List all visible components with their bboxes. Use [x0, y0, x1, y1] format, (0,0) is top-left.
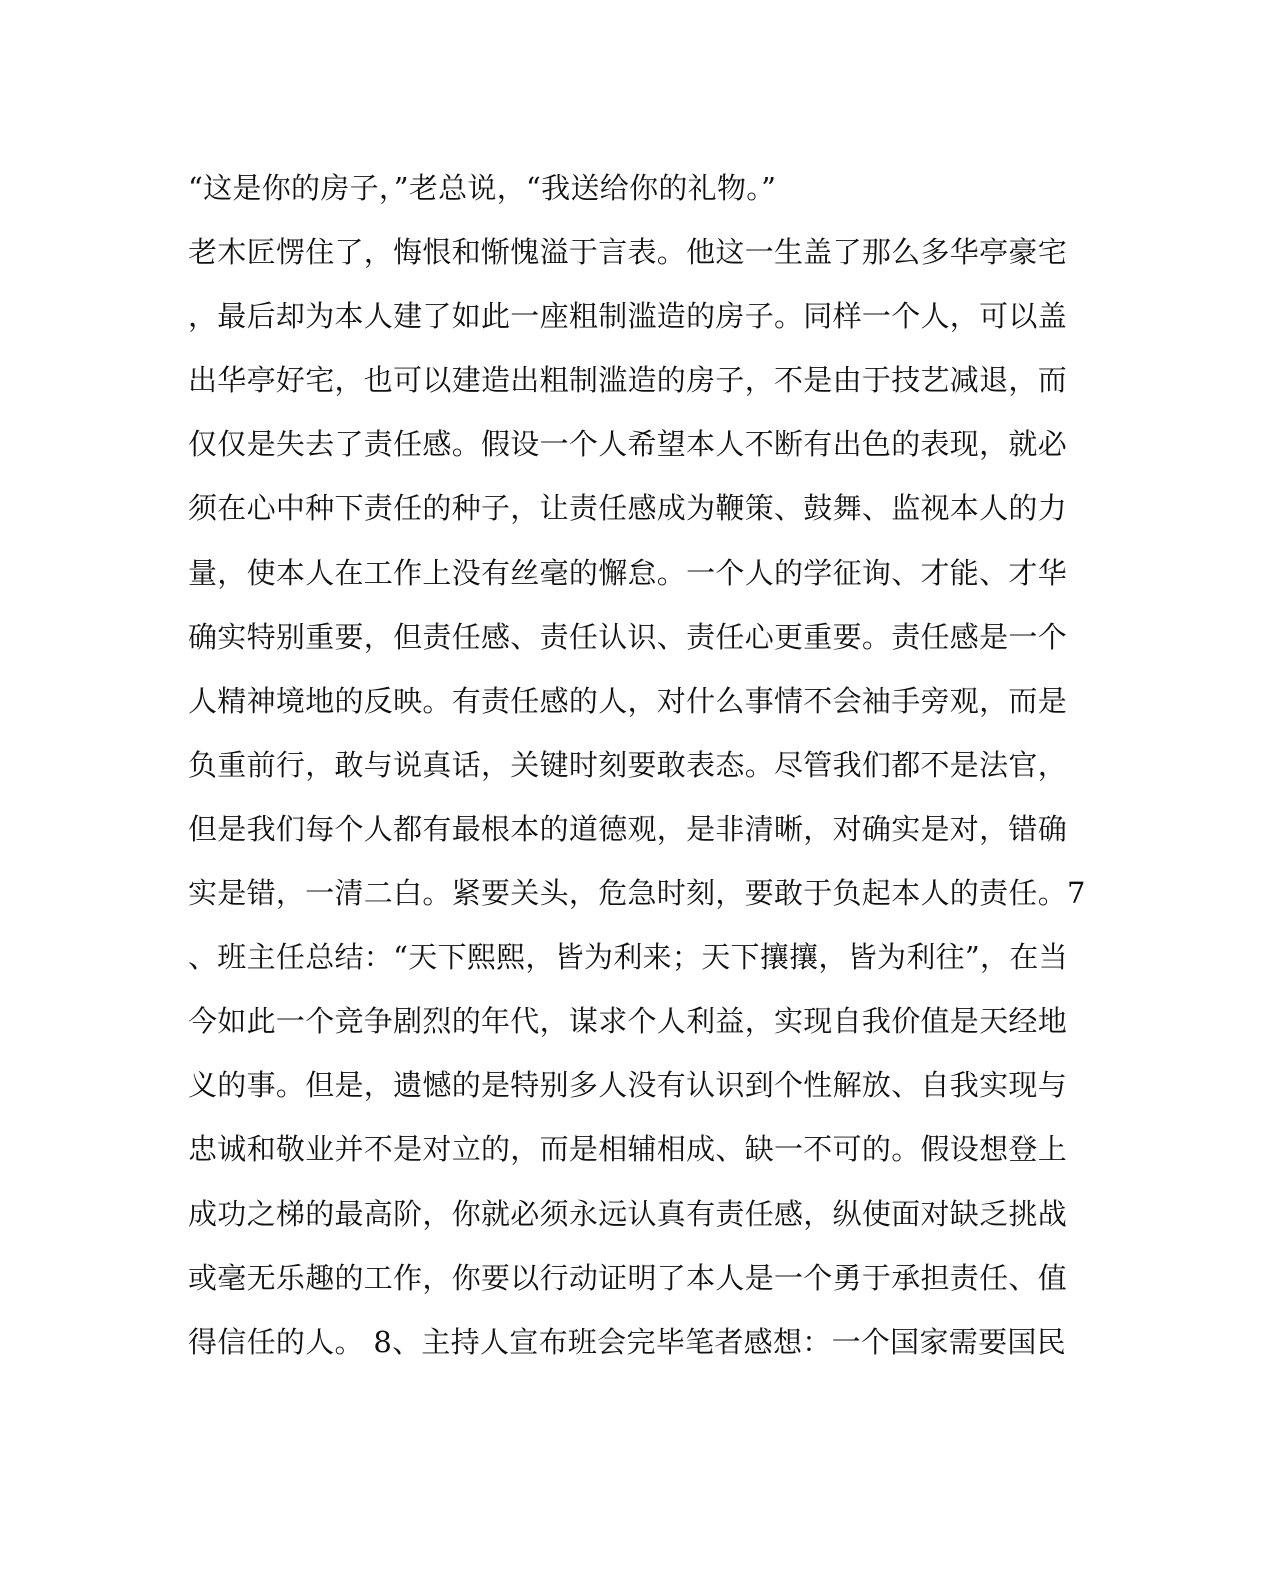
text-line: 义的事。但是，遗憾的是特别多人没有认识到个性解放、自我实现与 — [188, 1068, 1068, 1103]
text-line: 忠诚和敬业并不是对立的，而是相辅相成、缺一不可的。假设想登上 — [188, 1132, 1068, 1167]
text-line: 实是错，一清二白。紧要关头，危急时刻，要敢于负起本人的责任。7 — [188, 876, 1086, 911]
text-line: 或毫无乐趣的工作，你要以行动证明了本人是一个勇于承担责任、值 — [188, 1260, 1068, 1295]
text-line: 、班主任总结：“天下熙熙，皆为利来；天下攘攘，皆为利往”，在当 — [188, 940, 1068, 975]
text-line: 但是我们每个人都有最根本的道德观，是非清晰，对确实是对，错确 — [188, 811, 1068, 846]
text-line: 得信任的人。 8、主持人宣布班会完毕笔者感想：一个国家需要国民 — [188, 1324, 1066, 1359]
text-line: 老木匠愣住了，悔恨和惭愧溢于言表。他这一生盖了那么多华亭豪宅 — [188, 235, 1068, 270]
text-line: 成功之梯的最高阶，你就必须永远认真有责任感，纵使面对缺乏挑战 — [188, 1196, 1068, 1231]
text-line: 今如此一个竞争剧烈的年代，谋求个人利益，实现自我价值是天经地 — [188, 1004, 1068, 1039]
text-line: 仅仅是失去了责任感。假设一个人希望本人不断有出色的表现，就必 — [188, 427, 1068, 462]
text-line: “这是你的房子，”老总说，“我送给你的礼物。” — [188, 171, 777, 205]
text-line: 须在心中种下责任的种子，让责任感成为鞭策、鼓舞、监视本人的力 — [188, 491, 1068, 526]
text-line: 负重前行，敢与说真话，关键时刻要敢表态。尽管我们都不是法官， — [188, 747, 1068, 782]
text-line: ，最后却为本人建了如此一座粗制滥造的房子。同样一个人，可以盖 — [188, 299, 1068, 334]
text-line: 出华亭好宅，也可以建造出粗制滥造的房子，不是由于技艺减退，而 — [188, 363, 1068, 398]
text-line: 量，使本人在工作上没有丝毫的懈怠。一个人的学征询、才能、才华 — [188, 555, 1068, 590]
body-text — [188, 162, 1088, 1380]
text-line: 人精神境地的反映。有责任感的人，对什么事情不会袖手旁观，而是 — [188, 683, 1068, 718]
text-line: 确实特别重要，但责任感、责任认识、责任心更重要。责任感是一个 — [188, 619, 1068, 654]
